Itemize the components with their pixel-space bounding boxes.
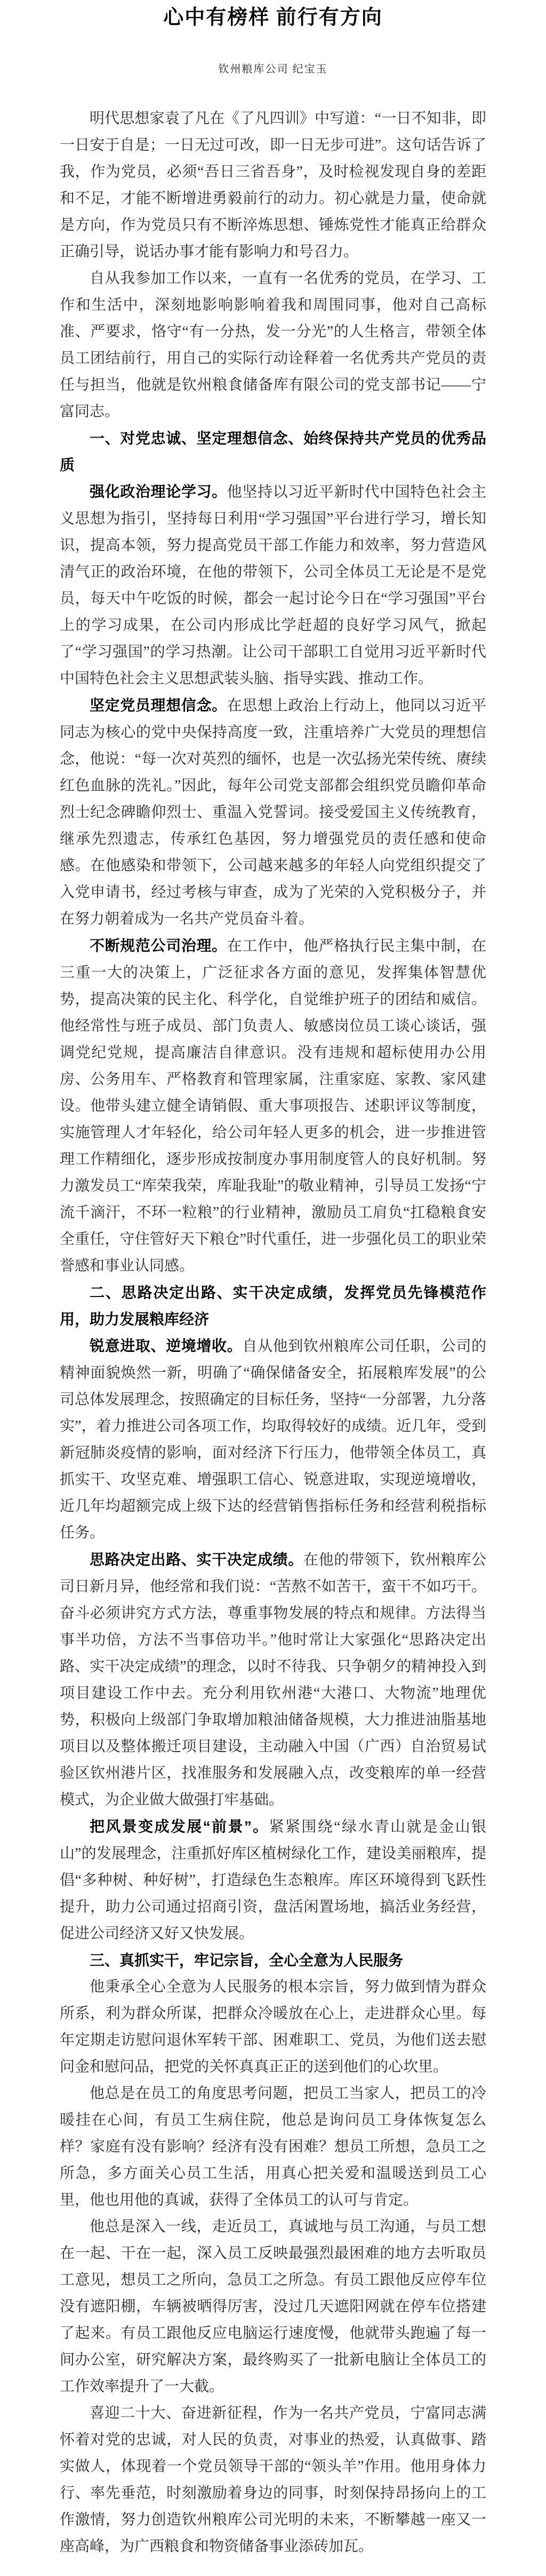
paragraph-text: 他总是在员工的角度思考问题，把员工当家人，把员工的冷暖挂在心间，有员工生病住院，他总是询问员工身体恢复怎么样？家庭有没有影响？经济有没有困难？想员工所想，急员工之所急，多方面关心员工生活，用真心把关爱和温暖送到员工心里，他也用他的真诚，获得了全体员工的认可与肯定。 <box>60 2085 486 2208</box>
paragraph <box>60 1546 486 1813</box>
paragraph <box>60 933 486 1279</box>
document-title: 心中有榜样 前行有方向 <box>163 6 383 29</box>
paragraph <box>60 1333 486 1546</box>
paragraph-text: 喜迎二十大、奋进新征程，作为一名共产党员，宁富同志满怀着对党的忠诚，对人民的负责，对事业的热爱，认真做事、踏实做人，体现着一个党员领导干部的“领头羊”作用。他用身体力行、率先垂范，时刻激励着身边的同事，时刻保持昂扬向上的工作激情，努力创造钦州粮库公司光明的未来，不断攀越一座又一座高峰，为广西粮食和物资储备事业添砖加瓦。 <box>60 2405 486 2555</box>
paragraph <box>60 2214 486 2400</box>
paragraph-lead: 把风景变成发展“前景”。 <box>90 1818 269 1835</box>
paragraph-lead: 强化政治理论学习。 <box>90 483 227 500</box>
paragraph-lead: 锐意进取、逆境增收。 <box>90 1338 243 1354</box>
paragraph <box>60 1974 486 2080</box>
paragraph <box>60 2080 486 2214</box>
section-heading: 一、对党忠诚、坚定理想信念、始终保持共产党员的优秀品质 <box>60 430 486 473</box>
paragraph-text: 紧紧围绕“绿水青山就是金山银山”的发展理念，注重抓好库区植树绿化工作，建设美丽粮库，提倡“多种树、种好树”，打造绿色生态粮库。库区环境得到飞跃性提升，助力公司通过招商引资，盘活闲置场地，搞活业务经营，促进公司经济又好又快发展。 <box>60 1819 486 1942</box>
paragraph-lead: 坚定党员理想信念。 <box>90 697 227 714</box>
paragraph <box>60 1813 486 1947</box>
paragraph-lead: 思路决定出路、实干决定成绩。 <box>90 1551 303 1568</box>
paragraph-text: 在他的带领下，钦州粮库公司日新月异，他经常和我们说：“苦熬不如苦干，蛮干不如巧干。奋斗必须讲究方式方法，尊重事物发展的特点和规律。方法得当事半功倍，方法不当事倍功半。”他时常让大家强化“思路决定出路、实干决定成绩”的理念，以时不待我、只争朝夕的精神投入到项目建设工作中去。充分利用钦州港“大港口、大物流”地理优势，积极向上级部门争取增加粮油储备规模，大力推进油脂基地项目以及整体搬迁项目建设，主动融入中国（广西）自治贸易试验区钦州港片区，找准服务和发展融入点，改变粮库的单一经营模式，为企业做大做强打牢基础。 <box>60 1552 486 1808</box>
paragraph-lead: 不断规范公司治理。 <box>90 937 227 954</box>
paragraph <box>60 106 486 265</box>
paragraph-text: 在思想上政治上行动上，他同以习近平同志为核心的党中央保持高度一致，注重培养广大党员的理想信念，他说：“每一次对英烈的缅怀，也是一次弘扬光荣传统、赓续红色血脉的洗礼。”因此，每年公司党支部都会组织党员瞻仰革命烈士纪念碑瞻仰烈士、重温入党誓词。接受爱国主义传统教育，继承先烈遗志，传承红色基因，努力增强党员的责任感和使命感。在他感染和带领下，公司越来越多的年轻人向党组织提交了入党申请书，经过考核与审查，成为了光荣的入党积极分子，并在努力朝着成为一名共产党员奋斗着。 <box>60 698 486 927</box>
paragraph-text: 在工作中，他严格执行民主集中制，在三重一大的决策上，广泛征求各方面的意见，发挥集体智慧优势，提高决策的民主化、科学化，自觉维护班子的团结和威信。他经常性与班子成员、部门负责人、敏感岗位员工谈心谈话，强调党纪党规，提高廉洁自律意识。没有违规和超标使用办公用房、公务用车、严格教育和管理家属，注重家庭、家教、家风建设。他带头建立健全请销假、重大事项报告、述职评议等制度，实施管理人才年轻化，给公司年轻人更多的机会，进一步推进管理工作精细化，逐步形成按制度办事用制度管人的良好机制。努力激发员工“库荣我荣，库耻我耻”的敬业精神，引导员工发扬“宁流千滴汗，不环一粒粮”的行业精神，激励员工肩负“扛稳粮食安全重任，守住管好天下粮仓”时代重任，进一步强化员工的职业荣誉感和事业认同感。 <box>60 938 486 1274</box>
document-body <box>0 106 546 2560</box>
paragraph-text: 他秉承全心全意为人民服务的根本宗旨，努力做到情为群众所系，利为群众所谋，把群众冷暖放在心上，走进群众心里。每年定期走访慰问退休军转干部、困难职工、党员，为他们送去慰问金和慰问品，把党的关怀真真正正的送到他们的心坎里。 <box>60 1979 486 2075</box>
paragraph-text: 明代思想家袁了凡在《了凡四训》中写道：“一日不知非，即一日安于自是；一日无过可改，即一日无步可进”。这句话告诉了我，作为党员，必须“吾日三省吾身”，及时检视发现自身的差距和不足，才能不断增进勇毅前行的动力。初心就是力量，使命就是方向，作为党员只有不断淬炼思想、锤炼党性才能真正给群众正确引导，说话办事才能有影响力和号召力。 <box>60 110 486 260</box>
paragraph <box>60 2400 486 2560</box>
paragraph <box>60 692 486 933</box>
section-heading: 二、思路决定出路、实干决定成绩，发挥党员先锋模范作用，助力发展粮库经济 <box>60 1284 486 1327</box>
section-heading: 三、真抓实干，牢记宗旨，全心全意为人民服务 <box>90 1952 404 1969</box>
paragraph-text: 自从我参加工作以来，一直有一名优秀的党员，在学习、工作和生活中，深刻地影响影响着我和周围同事，他对自己高标准、严要求，恪守“有一分热，发一分光”的人生格言，带领全体员工团结前行，用自己的实际行动诠释着一名优秀共产党员的责任与担当，他就是钦州粮食储备库有限公司的党支部书记——宁富同志。 <box>60 270 486 420</box>
paragraph <box>60 265 486 425</box>
paragraph-text: 他坚持以习近平新时代中国特色社会主义思想为指引，坚持每日利用“学习强国”平台进行学习，增长知识，提高本领，努力提高党员干部工作能力和效率，努力营造风清气正的政治环境，在他的带领下，公司全体员工无论是不是党员，每天中午吃饭的时候，都会一起讨论今日在“学习强国”平台上的学习成果，在公司内形成比学赶超的良好学习风气，掀起了“学习强国”的学习热潮。让公司干部职工自觉用习近平新时代中国特色社会主义思想武装头脑、指导实践、推动工作。 <box>60 484 486 687</box>
paragraph-text: 自从他到钦州粮库公司任职，公司的精神面貌焕然一新，明确了“确保储备安全，拓展粮库发展”的公司总体发展理念，按照确定的目标任务，坚持“一分部署，九分落实”，着力推进公司各项工作，均取得较好的成绩。近几年，受到新冠肺炎疫情的影响，面对经济下行压力，他带领全体员工，真抓实干、攻坚克难、增强职工信心、锐意进取，实现逆境增收，近几年均超额完成上级下达的经营销售指标任务和经营利税指标任务。 <box>60 1338 486 1541</box>
paragraph-text: 他总是深入一线，走近员工，真诚地与员工沟通，与员工想在一起、干在一起，深入员工反映最强烈最困难的地方去听取员工意见，想员工之所向，急员工之所急。有员工跟他反应停车位没有遮阳棚，车辆被晒得厉害，没过几天遮阳网就在停车位搭建了起来。有员工跟他反应电脑运行速度慢，他就带头跑遍了每一间办公室，研究解决方案，最终购买了一批新电脑让全体员工的工作效率提升了一大截。 <box>60 2218 486 2395</box>
document-byline: 钦州粮库公司 纪宝玉 <box>218 63 328 75</box>
paragraph <box>60 479 486 692</box>
